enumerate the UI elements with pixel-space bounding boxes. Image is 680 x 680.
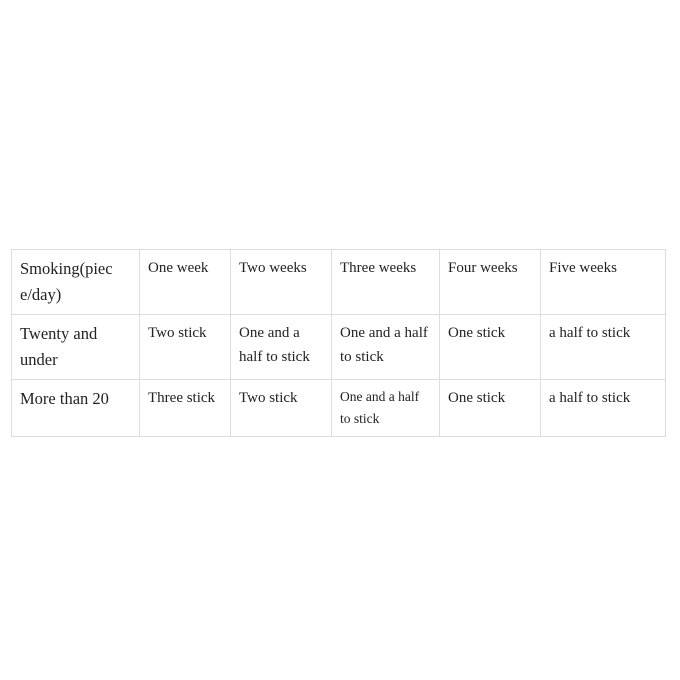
table-cell: a half to stick xyxy=(541,315,666,380)
table-cell: Two stick xyxy=(231,380,332,437)
table-cell: One stick xyxy=(440,380,541,437)
header-cell-two-weeks: Two weeks xyxy=(231,250,332,315)
table-cell: Three stick xyxy=(140,380,231,437)
table-cell: One and a half to stick xyxy=(332,380,440,437)
header-cell-five-weeks: Five weeks xyxy=(541,250,666,315)
table-cell: One stick xyxy=(440,315,541,380)
header-cell-four-weeks: Four weeks xyxy=(440,250,541,315)
header-cell-smoking: Smoking(piec e/day) xyxy=(12,250,140,315)
table-header-row xyxy=(12,250,666,315)
header-cell-three-weeks: Three weeks xyxy=(332,250,440,315)
table-cell: a half to stick xyxy=(541,380,666,437)
table-row xyxy=(12,315,666,380)
row-label-cell: More than 20 xyxy=(12,380,140,437)
smoking-reduction-table-container xyxy=(11,249,665,437)
table-cell: Two stick xyxy=(140,315,231,380)
table-cell: One and a half to stick xyxy=(332,315,440,380)
row-label-cell: Twenty and under xyxy=(12,315,140,380)
header-cell-one-week: One week xyxy=(140,250,231,315)
table-cell: One and a half to stick xyxy=(231,315,332,380)
table-row xyxy=(12,380,666,437)
smoking-reduction-table xyxy=(11,249,666,437)
